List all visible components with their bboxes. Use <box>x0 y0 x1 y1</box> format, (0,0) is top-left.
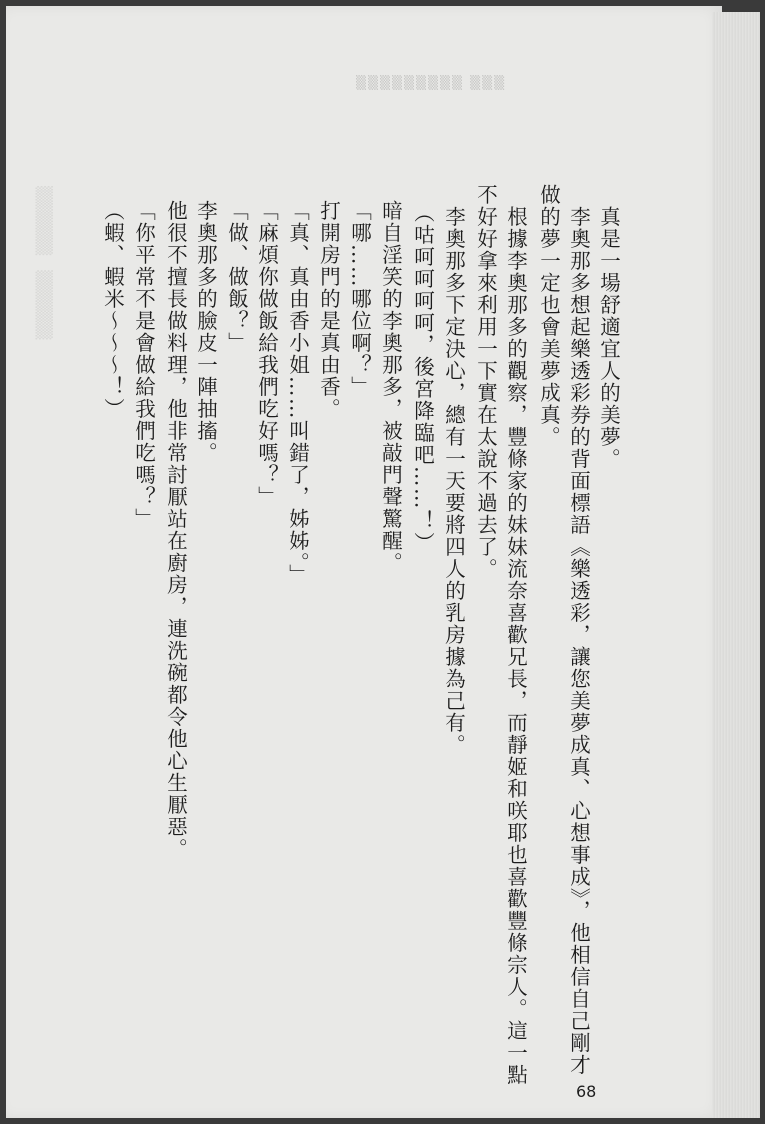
show-through-header: ▒▒▒▒▒▒▒▒▒ ▒▒▒ <box>356 76 507 91</box>
text-line: 「你平常不是會做給我們吃嗎？」 <box>131 200 156 530</box>
text-line: 李奧那多下定決心，總有一天要將四人的乳房據為己有。 <box>441 206 466 756</box>
text-line: 李奧那多的臉皮一陣抽搐。 <box>193 200 218 464</box>
text-line: 「哪……哪位啊？」 <box>347 200 372 398</box>
show-through-text: ▒▒▒▒▒▒ ▒▒▒▒▒▒ <box>35 186 53 340</box>
page-edge-stack <box>712 12 760 1118</box>
text-line: 不好好拿來利用一下實在太說不過去了。 <box>473 184 498 580</box>
text-line: 做的夢一定也會美夢成真。 <box>536 184 561 448</box>
book-page <box>6 6 722 1118</box>
page-number: 68 <box>576 1082 597 1101</box>
text-line: 他很不擅長做料理，他非常討厭站在廚房，連洗碗都令他心生厭惡。 <box>163 200 188 860</box>
text-line: （咕呵呵呵呵，後宮降臨吧……！） <box>410 202 435 554</box>
text-line: 「麻煩你做飯給我們吃好嗎？」 <box>254 200 279 508</box>
text-line: 打開房門的是真由香。 <box>316 200 341 420</box>
text-line: 暗自淫笑的李奧那多，被敲門聲驚醒。 <box>378 200 403 574</box>
text-line: 李奧那多想起樂透彩券的背面標語《樂透彩，讓您美夢成真、心想事成》，他相信自己剛才 <box>566 206 591 1076</box>
text-line: 「真、真由香小姐……叫錯了，姊姊。」 <box>285 200 310 586</box>
text-line: （蝦、蝦米～～～！） <box>100 200 125 420</box>
text-line: 根據李奧那多的觀察，豐條家的妹妹流奈喜歡兄長，而靜姬和咲耶也喜歡豐條宗人。這一點 <box>503 206 528 1086</box>
text-line: 真是一場舒適宜人的美夢。 <box>596 206 621 470</box>
text-line: 「做、做飯？」 <box>224 200 249 354</box>
